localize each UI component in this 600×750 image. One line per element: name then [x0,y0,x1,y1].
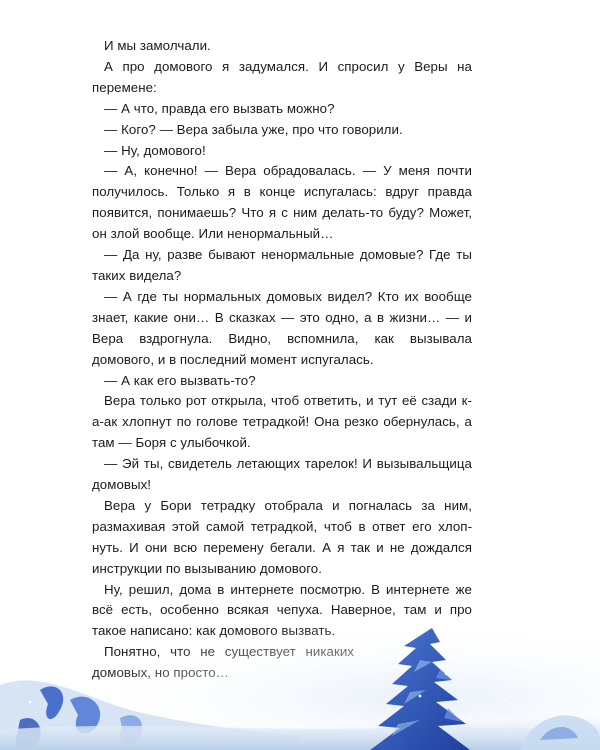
paragraph-12: Вера у Бори тетрадку отобрала и погналась за ним, размахивая этой самой тетрадкой, чтоб в ответ его хлопнуть. И они всю перемену бегали. А я так и не дождался инструкции по вызыванию домового. [92,497,472,576]
paragraph-7: — Да ну, разве бывают ненормальные домовые? Где ты таких видела? [92,247,472,283]
paragraph-4: — Кого? — Вера забыла уже, про что говорили. [104,121,403,137]
paragraph-6: — А, конечно! — Вера обрадовалась. — У меня почти получилось. Только я в конце испугалась: вдруг правда появится, понимаешь? Что я с ним делать-то буду? Может, он злой вообще. Или ненормальный… [92,163,472,242]
paragraph-13: Ну, решил, дома в интернете посмотрю. В интернете же всё есть, особенно всякая чепуха. Наверное, там и про [92,581,472,618]
paragraph-2: А про домового я задумался. И спросил у Веры на перемене: [92,58,472,95]
paragraph-5: — Ну, домового! [104,142,206,158]
paragraph-9: — А как его вызвать-то? [104,372,256,388]
snowy-fir-tree-illustration [0,600,600,750]
paragraph-1: И мы замолчали. [104,38,211,53]
paragraph-11: — Эй ты, свидетель летающих тарелок! И вызывальщица домовых! [92,456,472,493]
paragraph-10: Вера только рот открыла, чтоб ответить, и тут её сзади к-а-ак хлопнут по голове тетрадкой! Она резко обернулась, а там — Боря с улыбочкой. [92,393,472,451]
paragraph-3: — А что, правда его вызвать можно? [104,100,335,116]
story-text [92,36,472,684]
paragraph-8: — А где ты нормальных домовых видел? Кто их вообще знает, какие они… В сказках — это одно, а в жизни… — и Вера вздрогнула. Видно, вспомнила, как вызывала домового, и в последний момент испугалась. [92,288,472,367]
